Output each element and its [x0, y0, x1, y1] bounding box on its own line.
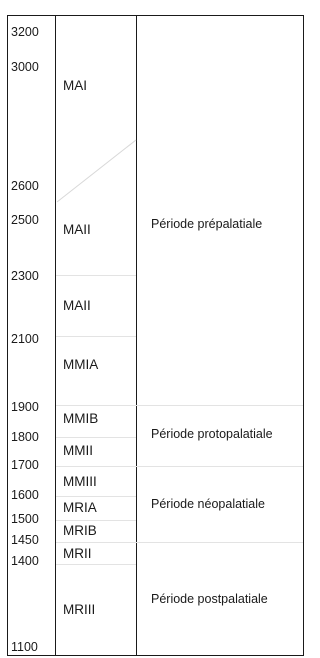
- phase-label: MRIII: [63, 602, 96, 617]
- year-label: 1900: [11, 400, 39, 414]
- period-label: Période postpalatiale: [151, 592, 268, 606]
- year-label: 1100: [11, 640, 38, 654]
- separator-line: [56, 437, 136, 438]
- year-label: 3200: [11, 25, 39, 39]
- phase-label: MMIB: [63, 411, 99, 426]
- year-label: 1700: [11, 458, 39, 472]
- phase-label: MMIII: [63, 474, 97, 489]
- separator-line: [56, 336, 136, 337]
- phase-label: MAII: [63, 298, 91, 313]
- year-label: 1450: [11, 533, 39, 547]
- phase-label: MRIB: [63, 523, 97, 538]
- phase-label: MMII: [63, 443, 93, 458]
- phase-label: MAII: [63, 222, 91, 237]
- year-label: 2500: [11, 213, 39, 227]
- year-label: 1500: [11, 512, 39, 526]
- year-label: 1600: [11, 488, 39, 502]
- year-label: 2600: [11, 179, 39, 193]
- year-label: 3000: [11, 60, 39, 74]
- diagonal-line: [57, 140, 136, 202]
- separator-line: [56, 466, 303, 467]
- separator-line: [56, 564, 136, 565]
- separator-line: [56, 520, 136, 521]
- phase-label: MAI: [63, 78, 88, 93]
- year-label: 2300: [11, 269, 39, 283]
- period-label: Période prépalatiale: [151, 217, 263, 231]
- phase-label: MMIA: [63, 357, 99, 372]
- separator-line: [56, 275, 136, 276]
- phase-label: MRII: [63, 546, 92, 561]
- separator-line: [56, 496, 136, 497]
- separator-line: [56, 405, 303, 406]
- phase-label: MRIA: [63, 500, 97, 515]
- separator-line: [56, 542, 303, 543]
- year-label: 2100: [11, 332, 39, 346]
- period-label: Période néopalatiale: [151, 497, 265, 511]
- year-label: 1800: [11, 430, 39, 444]
- year-label: 1400: [11, 554, 39, 568]
- period-label: Période protopalatiale: [151, 427, 273, 441]
